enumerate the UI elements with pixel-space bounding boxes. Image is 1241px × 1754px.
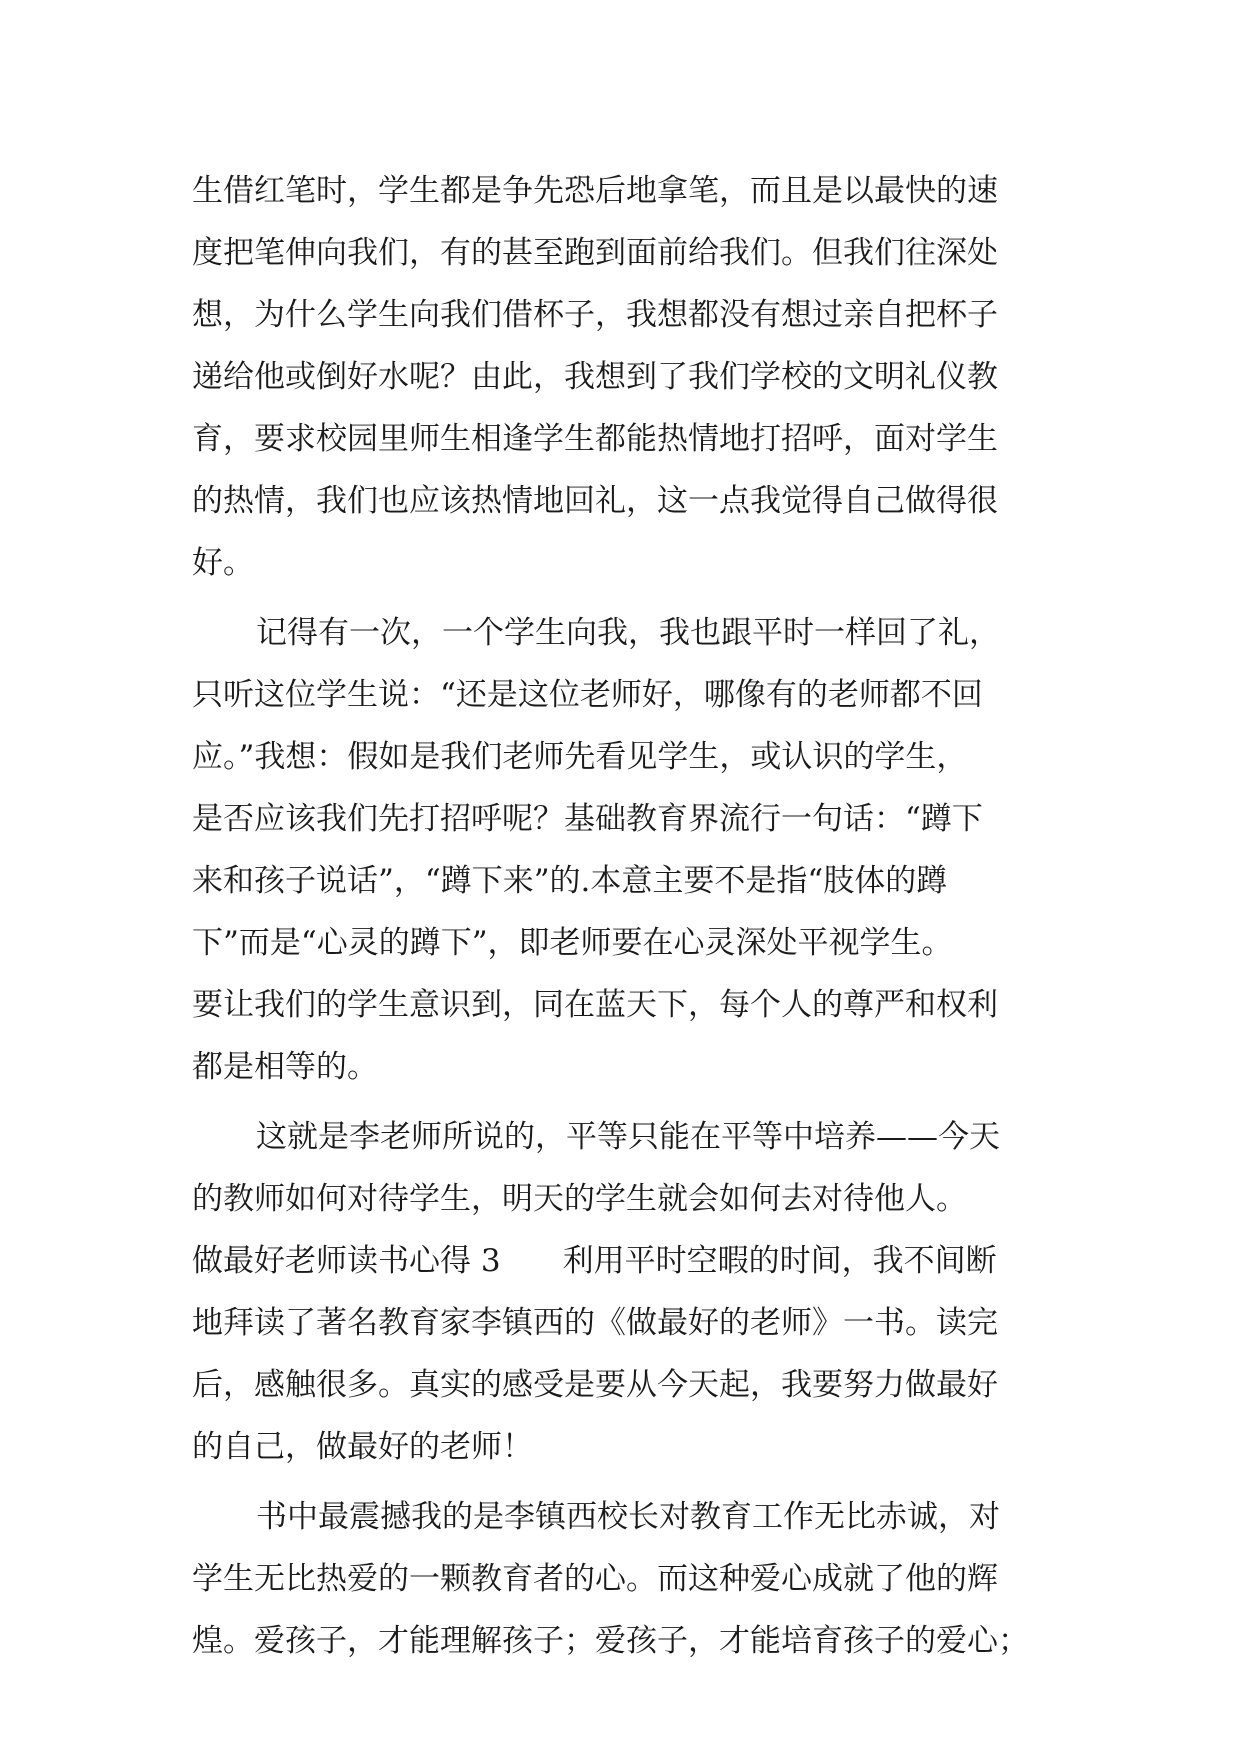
text-line: 育，要求校园里师生相逢学生都能热情地打招呼，面对学生 bbox=[192, 421, 998, 457]
text-line: 来和孩子说话”，“蹲下来”的.本意主要不是指“肢体的蹲 bbox=[192, 863, 948, 899]
text-line: 度把笔伸向我们，有的甚至跑到面前给我们。但我们往深处 bbox=[192, 235, 998, 271]
text-line: 学生无比热爱的一颗教育者的心。而这种爱心成就了他的辉 bbox=[192, 1561, 998, 1597]
text-line: 想，为什么学生向我们借杯子，我想都没有想过亲自把杯子 bbox=[192, 297, 998, 333]
paragraph bbox=[192, 160, 1052, 594]
text-line: 记得有一次，一个学生向我，我也跟平时一样回了礼， bbox=[256, 615, 1000, 651]
text-line: 只听这位学生说：“还是这位老师好，哪像有的老师都不回 bbox=[192, 677, 983, 713]
text-line: 要让我们的学生意识到，同在蓝天下，每个人的尊严和权利 bbox=[192, 987, 998, 1023]
text-line: 煌。爱孩子，才能理解孩子；爱孩子，才能培育孩子的爱心； bbox=[192, 1623, 1029, 1659]
text-line: 地拜读了著名教育家李镇西的《做最好的老师》一书。读完 bbox=[192, 1305, 998, 1341]
document-body bbox=[192, 160, 1052, 1672]
paragraph bbox=[192, 1486, 1052, 1672]
paragraph bbox=[192, 1106, 1052, 1478]
paragraph bbox=[192, 602, 1052, 1098]
text-line: 下”而是“心灵的蹲下”，即老师要在心灵深处平视学生。 bbox=[192, 925, 953, 961]
text-line: 的自己，做最好的老师！ bbox=[192, 1429, 533, 1465]
text-line: 这就是李老师所说的，平等只能在平等中培养——今天 bbox=[256, 1119, 1000, 1155]
text-line: 书中最震撼我的是李镇西校长对教育工作无比赤诚，对 bbox=[256, 1499, 1000, 1535]
text-line: 的热情，我们也应该热情地回礼，这一点我觉得自己做得很 bbox=[192, 483, 998, 519]
text-line: 生借红笔时，学生都是争先恐后地拿笔，而且是以最快的速 bbox=[192, 173, 998, 209]
text-line: 后，感触很多。真实的感受是要从今天起，我要努力做最好 bbox=[192, 1367, 998, 1403]
text-line: 应。”我想：假如是我们老师先看见学生，或认识的学生， bbox=[192, 739, 968, 775]
text-line: 好。 bbox=[192, 545, 254, 581]
text-line: 做最好老师读书心得 3 利用平时空暇的时间，我不间断 bbox=[192, 1243, 997, 1279]
text-line: 递给他或倒好水呢？由此，我想到了我们学校的文明礼仪教 bbox=[192, 359, 998, 395]
text-line: 的教师如何对待学生，明天的学生就会如何去对待他人。 bbox=[192, 1181, 967, 1217]
text-line: 都是相等的。 bbox=[192, 1049, 378, 1085]
text-line: 是否应该我们先打招呼呢？基础教育界流行一句话：“蹲下 bbox=[192, 801, 983, 837]
